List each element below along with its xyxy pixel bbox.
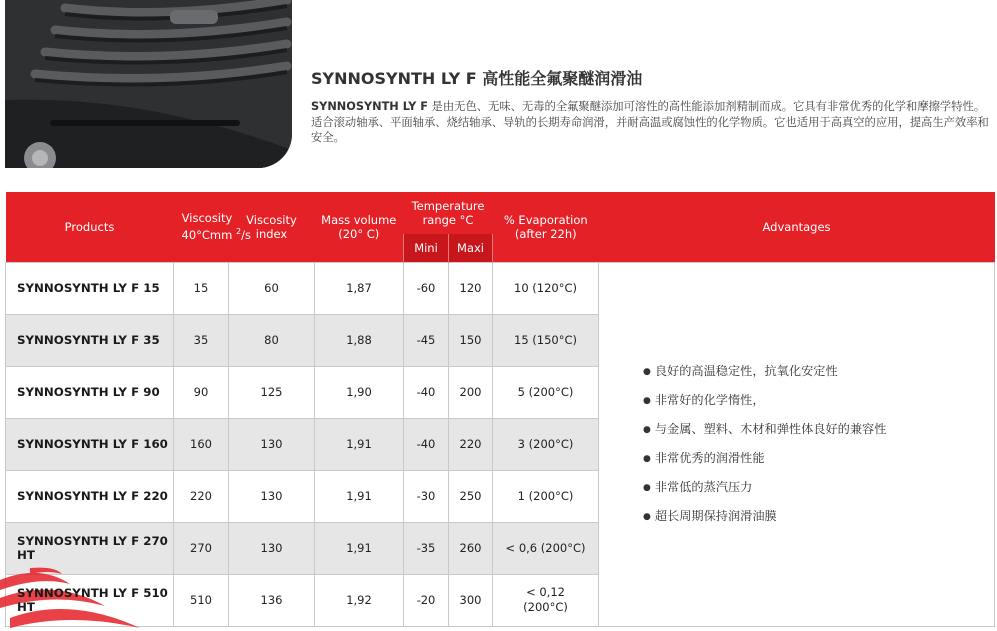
- temp-mini-cell: -35: [404, 522, 449, 574]
- header-row: [6, 192, 995, 234]
- evaporation-cell: 3 (200°C): [493, 418, 599, 470]
- header-evap-line1: % Evaporation: [503, 212, 588, 227]
- advantages-cell: [599, 262, 995, 626]
- intro-brand: SYNNOSYNTH LY F: [311, 100, 428, 113]
- header-mass-line1: Mass volume: [321, 212, 397, 227]
- advantages-list: [643, 357, 992, 531]
- temp-maxi-cell: 200: [449, 366, 493, 418]
- mass-volume-cell: 1,91: [315, 470, 404, 522]
- header-viscosity-line1: Viscosity: [181, 211, 233, 226]
- header-advantages: Advantages: [599, 192, 995, 262]
- header-maxi: Maxi: [449, 234, 493, 262]
- advantage-item: ● 与金属、塑料、木材和弹性体良好的兼容性: [643, 415, 992, 444]
- product-name: SYNNOSYNTH LY F 160: [6, 418, 174, 470]
- mass-volume-cell: 1,90: [315, 366, 404, 418]
- mass-volume-cell: 1,91: [315, 418, 404, 470]
- header-viscosity: [174, 192, 251, 262]
- header-mini: Mini: [404, 234, 449, 262]
- product-name: SYNNOSYNTH LY F 15: [6, 262, 174, 314]
- header-viscosity-line3: /s: [241, 228, 251, 243]
- advantage-item: ● 非常好的化学惰性，: [643, 386, 992, 415]
- product-name: SYNNOSYNTH LY F 510 HT: [6, 574, 174, 626]
- table-row: [6, 262, 995, 314]
- viscosity-index-cell: 130: [229, 418, 315, 470]
- header-evap-line2: (after 22h): [514, 226, 577, 241]
- mass-volume-cell: 1,88: [315, 314, 404, 366]
- temp-mini-cell: -45: [404, 314, 449, 366]
- temp-maxi-cell: 260: [449, 522, 493, 574]
- intro-text: 是由无色、无味、无毒的全氟聚醚添加可溶性的高性能添加剂精制而成。它具有非常优秀的化学和摩擦学特性。适合滚动轴承、平面轴承、烧结轴承、导轨的长期寿命润滑，并耐高温或腐蚀性的化学物质。它也适用于高真空的应用，提高生产效率和安全。: [311, 100, 989, 144]
- viscosity-index-cell: 136: [229, 574, 315, 626]
- mass-volume-cell: 1,87: [315, 262, 404, 314]
- advantage-item: ● 超长周期保持润滑油膜: [643, 502, 992, 531]
- header-temperature: [404, 192, 493, 234]
- viscosity-cell: 510: [174, 574, 229, 626]
- advantage-item: ● 非常优秀的润滑性能: [643, 444, 992, 473]
- header-vi-line2: index: [255, 226, 288, 241]
- product-name: SYNNOSYNTH LY F 90: [6, 366, 174, 418]
- advantage-item: ● 非常低的蒸汽压力: [643, 473, 992, 502]
- header-viscosity-sup: 2: [235, 227, 242, 237]
- viscosity-index-cell: 60: [229, 262, 315, 314]
- car-air-vent-photo: [5, 0, 292, 168]
- product-name: SYNNOSYNTH LY F 35: [6, 314, 174, 366]
- header-vi-line1: Viscosity: [246, 212, 297, 227]
- viscosity-cell: 35: [174, 314, 229, 366]
- viscosity-cell: 270: [174, 522, 229, 574]
- evaporation-temp: (200°C): [523, 600, 568, 614]
- header-mass-line2: (20° C): [338, 226, 380, 241]
- page-title: SYNNOSYNTH LY F 高性能全氟聚醚润滑油: [311, 69, 643, 88]
- evaporation-cell: 15 (150°C): [493, 314, 599, 366]
- viscosity-index-cell: 130: [229, 522, 315, 574]
- temp-mini-cell: -30: [404, 470, 449, 522]
- header-evaporation: [493, 192, 599, 262]
- temp-maxi-cell: 300: [449, 574, 493, 626]
- header-viscosity-line2: 40°Cmm: [181, 228, 236, 243]
- viscosity-index-cell: 125: [229, 366, 315, 418]
- temp-mini-cell: -20: [404, 574, 449, 626]
- spec-table: [5, 192, 995, 627]
- header-viscosity-index: [229, 192, 315, 262]
- intro-paragraph: [311, 99, 991, 146]
- evaporation-value: < 0,12: [526, 585, 565, 599]
- viscosity-cell: 220: [174, 470, 229, 522]
- temp-mini-cell: -60: [404, 262, 449, 314]
- viscosity-cell: 160: [174, 418, 229, 470]
- advantage-item: ● 良好的高温稳定性，抗氧化安定性: [643, 357, 992, 386]
- evaporation-cell: [493, 574, 599, 626]
- header-products: Products: [6, 192, 174, 262]
- temp-maxi-cell: 120: [449, 262, 493, 314]
- header-temp-line1: Temperature: [411, 199, 485, 213]
- viscosity-index-cell: 130: [229, 470, 315, 522]
- mass-volume-cell: 1,91: [315, 522, 404, 574]
- temp-mini-cell: -40: [404, 366, 449, 418]
- evaporation-cell: 10 (120°C): [493, 262, 599, 314]
- temp-maxi-cell: 220: [449, 418, 493, 470]
- temp-maxi-cell: 250: [449, 470, 493, 522]
- header-mass-volume: [315, 192, 404, 262]
- product-name: SYNNOSYNTH LY F 270 HT: [6, 522, 174, 574]
- viscosity-cell: 90: [174, 366, 229, 418]
- header-temp-line2: range °C: [422, 213, 474, 227]
- temp-mini-cell: -40: [404, 418, 449, 470]
- evaporation-cell: 1 (200°C): [493, 470, 599, 522]
- viscosity-index-cell: 80: [229, 314, 315, 366]
- viscosity-cell: 15: [174, 262, 229, 314]
- temp-maxi-cell: 150: [449, 314, 493, 366]
- evaporation-cell: 5 (200°C): [493, 366, 599, 418]
- mass-volume-cell: 1,92: [315, 574, 404, 626]
- product-name: SYNNOSYNTH LY F 220: [6, 470, 174, 522]
- evaporation-cell: < 0,6 (200°C): [493, 522, 599, 574]
